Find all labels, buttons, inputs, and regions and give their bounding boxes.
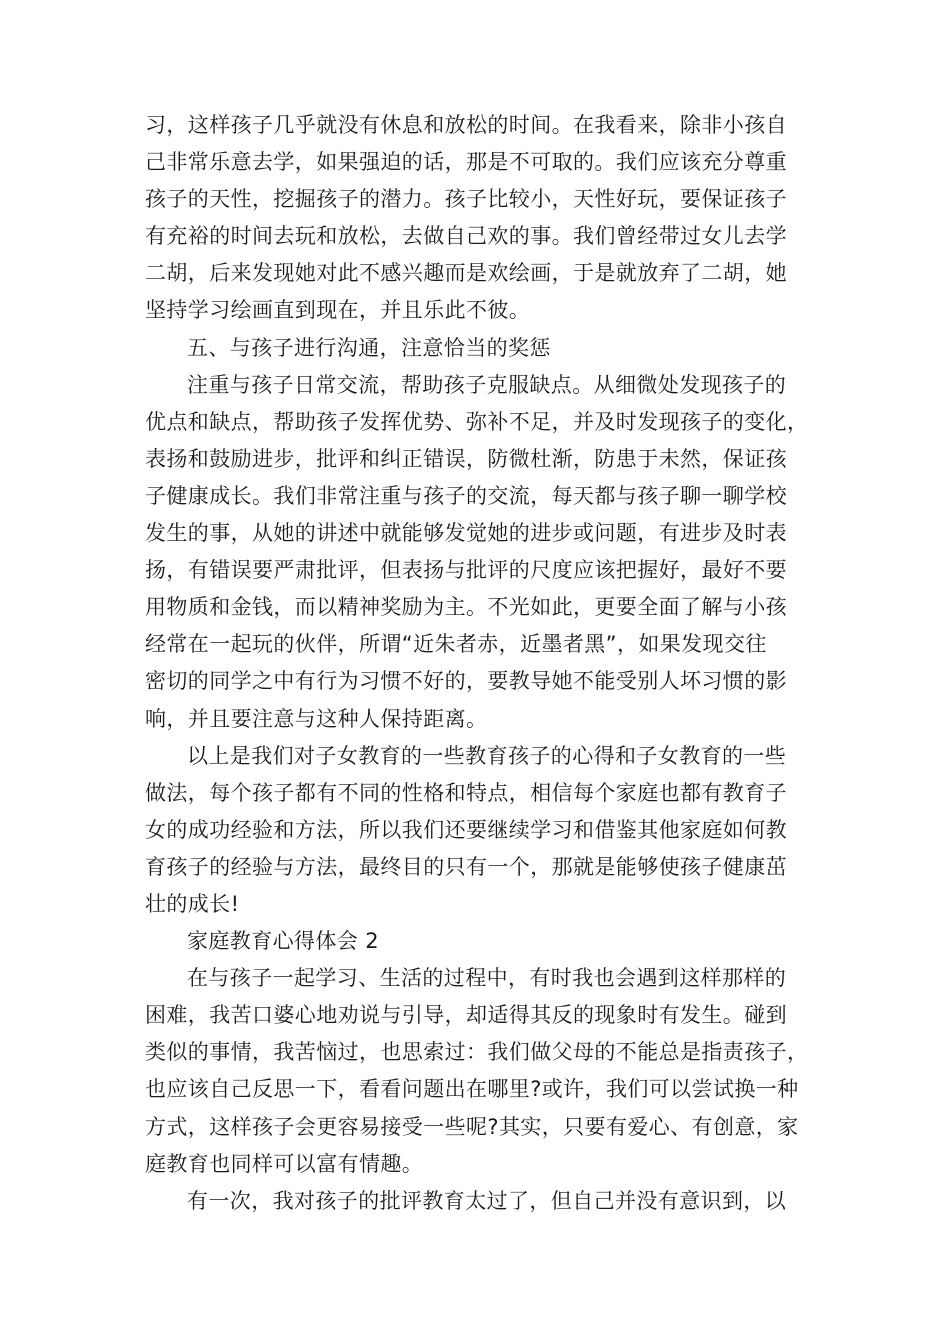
text-line: 习，这样孩子几乎就没有休息和放松的时间。在我看来，除非小孩自 [145, 113, 787, 137]
text-line: 育孩子的经验与方法，最终目的只有一个，那就是能够使孩子健康茁 [145, 854, 787, 879]
text-line: 以上是我们对子女教育的一些教育孩子的心得和子女教育的一些 [187, 743, 787, 768]
text-line: 困难，我苦口婆心地劝说与引导，却适得其反的现象时有发生。碰到 [145, 1003, 787, 1028]
text-line: 做法，每个孩子都有不同的性格和特点，相信每个家庭也都有教育子 [145, 780, 787, 805]
text-line: 有一次，我对孩子的批评教育太过了，但自己并没有意识到，以 [187, 1188, 787, 1213]
text-line: 坚持学习绘画直到现在，并且乐此不彼。 [145, 298, 531, 323]
text-line: 孩子的天性，挖掘孩子的潜力。孩子比较小，天性好玩，要保证孩子 [145, 187, 787, 212]
text-line: 子健康成长。我们非常注重与孩子的交流，每天都与孩子聊一聊学校 [145, 483, 787, 508]
text-line: 有充裕的时间去玩和放松，去做自己欢的事。我们曾经带过女儿去学 [145, 224, 787, 249]
text-line: 发生的事，从她的讲述中就能够发觉她的进步或问题，有进步及时表 [145, 521, 787, 546]
text-line: 在与孩子一起学习、生活的过程中，有时我也会遇到这样那样的 [187, 966, 787, 991]
text-line: 二胡，后来发现她对此不感兴趣而是欢绘画，于是就放弃了二胡，她 [145, 261, 787, 286]
text-line: 密切的同学之中有行为习惯不好的，要教导她不能受别人坏习惯的影 [145, 669, 787, 694]
text-line: 用物质和金钱，而以精神奖励为主。不光如此，更要全面了解与小孩 [145, 595, 787, 620]
text-line: 优点和缺点，帮助孩子发挥优势、弥补不足，并及时发现孩子的变化， [145, 409, 809, 434]
text-line: 女的成功经验和方法，所以我们还要继续学习和借鉴其他家庭如何教 [145, 817, 787, 842]
body-text [145, 107, 815, 1220]
text-line: 注重与孩子日常交流，帮助孩子克服缺点。从细微处发现孩子的 [187, 372, 787, 397]
text-line: 五、与孩子进行沟通，注意恰当的奖惩 [187, 335, 551, 360]
text-line: 经常在一起玩的伙伴，所谓“近朱者赤，近墨者黑”，如果发现交往 [145, 632, 767, 657]
text-line: 家庭教育心得体会 2 [187, 929, 380, 954]
text-line: 扬，有错误要严肃批评，但表扬与批评的尺度应该把握好，最好不要 [145, 558, 787, 583]
text-line: 己非常乐意去学，如果强迫的话，那是不可取的。我们应该充分尊重 [145, 150, 787, 175]
text-line: 庭教育也同样可以富有情趣。 [145, 1151, 424, 1176]
text-line: 类似的事情，我苦恼过，也思索过：我们做父母的不能总是指责孩子， [145, 1040, 809, 1065]
text-line: 方式，这样孩子会更容易接受一些呢?其实，只要有爱心、有创意，家 [145, 1114, 799, 1139]
text-line: 壮的成长! [145, 891, 240, 916]
text-line: 也应该自己反思一下，看看问题出在哪里?或许，我们可以尝试换一种 [145, 1077, 799, 1102]
text-line: 表扬和鼓励进步，批评和纠正错误，防微杜渐，防患于未然，保证孩 [145, 446, 787, 471]
text-line: 响，并且要注意与这种人保持距离。 [145, 706, 488, 731]
